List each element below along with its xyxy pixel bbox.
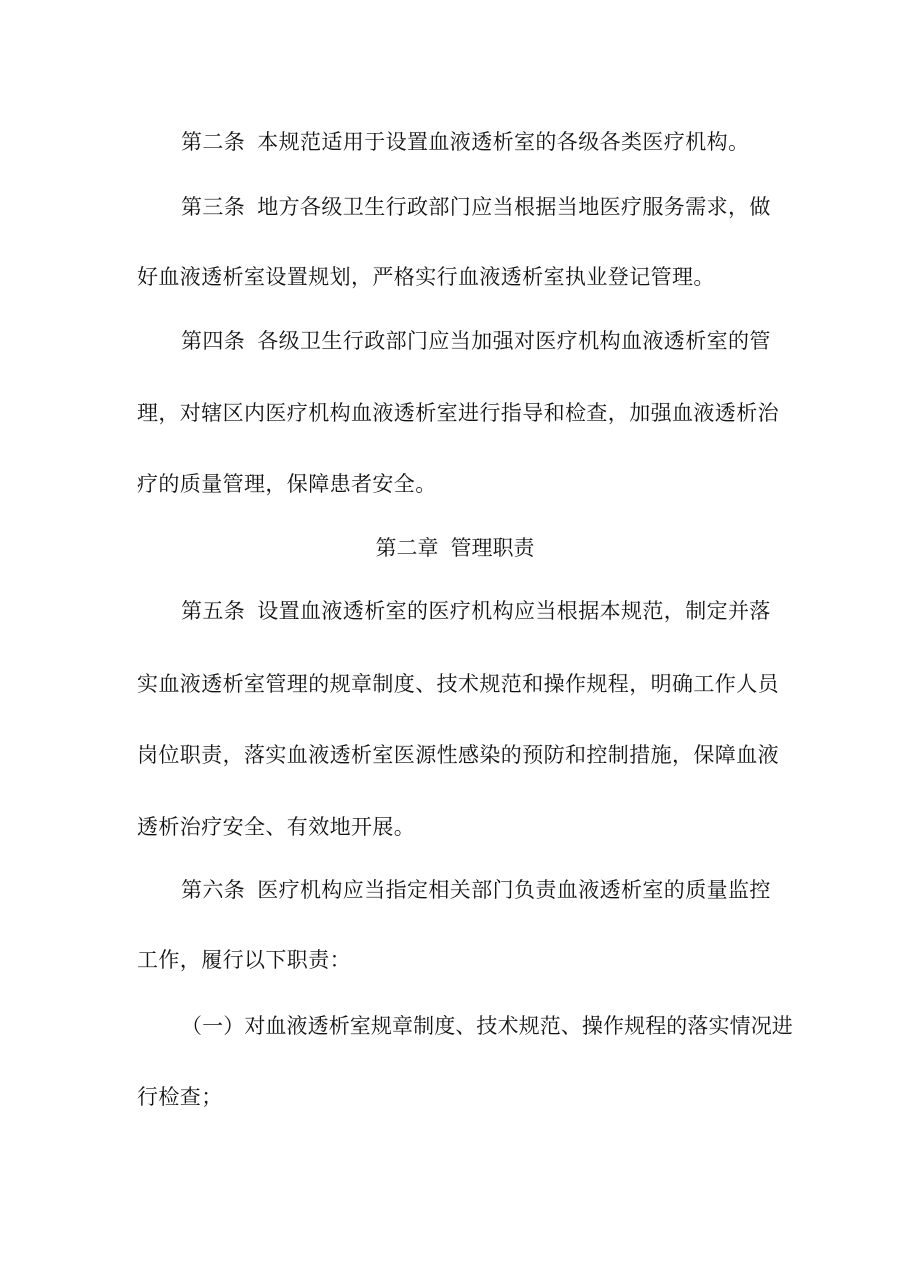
article-4-number: 第四条 (181, 329, 246, 353)
article-3-text: 地方各级卫生行政部门应当根据当地医疗服务需求，做 (257, 195, 771, 219)
chapter-number: 第二章 (375, 536, 439, 560)
article-3-number: 第三条 (181, 195, 246, 219)
article-5-text: 设置血液透析室的医疗机构应当根据本规范，制定并落 (257, 599, 771, 623)
item-1-line-2: 行检查； (137, 1085, 223, 1109)
article-6-number: 第六条 (181, 878, 246, 902)
article-5-number: 第五条 (181, 599, 246, 623)
article-4-line-1 (181, 326, 771, 356)
article-3-line-2: 好血液透析室设置规划，严格实行血液透析室执业登记管理。 (137, 265, 715, 289)
article-3-line-1 (181, 192, 771, 222)
article-5-line-4: 透析治疗安全、有效地开展。 (137, 815, 416, 839)
chapter-title: 管理职责 (450, 536, 535, 560)
article-6-text: 医疗机构应当指定相关部门负责血液透析室的质量监控 (257, 878, 771, 902)
article-2-line-1 (181, 127, 749, 157)
item-1-text: 对血液透析室规章制度、技术规范、操作规程的落实情况进 (244, 1014, 793, 1038)
article-4-line-2: 理，对辖区内医疗机构血液透析室进行指导和检查，加强血液透析治 (137, 401, 779, 425)
article-4-text: 各级卫生行政部门应当加强对医疗机构血液透析室的管 (257, 329, 771, 353)
item-1-line-1 (181, 1011, 793, 1041)
item-1-number: （一） (181, 1014, 245, 1038)
article-2-number: 第二条 (181, 130, 246, 154)
article-5-line-1 (181, 596, 771, 626)
article-5-line-3: 岗位职责，落实血液透析室医源性感染的预防和控制措施，保障血液 (137, 743, 779, 767)
article-4-line-3: 疗的质量管理，保障患者安全。 (137, 472, 437, 496)
article-6-line-2: 工作，履行以下职责： (137, 948, 351, 972)
article-5-line-2: 实血液透析室管理的规章制度、技术规范和操作规程，明确工作人员 (137, 672, 779, 696)
article-6-line-1 (181, 875, 771, 905)
article-2-text: 本规范适用于设置血液透析室的各级各类医疗机构。 (257, 130, 750, 154)
chapter-heading (0, 533, 910, 563)
